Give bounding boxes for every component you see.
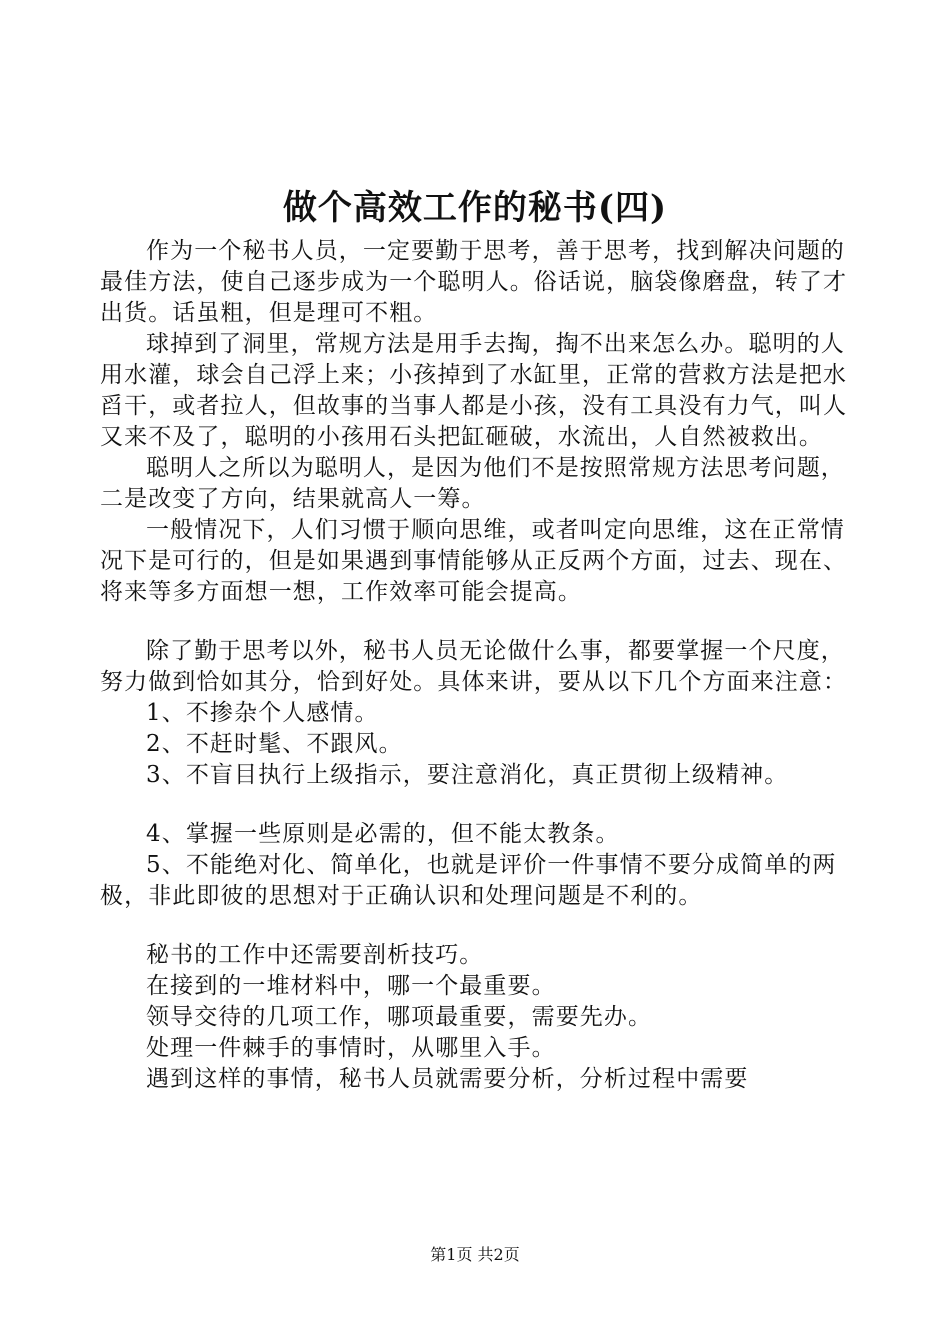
paragraph-1: 作为一个秘书人员，一定要勤于思考，善于思考，找到解决问题的最佳方法，使自己逐步成为一个聪明人。俗话说，脑袋像磨盘，转了才出货。话虽粗，但是理可不粗。 bbox=[100, 238, 848, 326]
list-item-1: 1、不掺杂个人感情。 bbox=[146, 700, 379, 726]
paragraph-9: 处理一件棘手的事情时，从哪里入手。 bbox=[146, 1035, 556, 1061]
list-item-2: 2、不赶时髦、不跟风。 bbox=[146, 731, 403, 757]
list-item-3: 3、不盲目执行上级指示，要注意消化，真正贯彻上级精神。 bbox=[146, 762, 789, 788]
page-footer: 第1页 共2页 bbox=[430, 1245, 520, 1264]
paragraph-10: 遇到这样的事情，秘书人员就需要分析，分析过程中需要 bbox=[146, 1066, 749, 1092]
document-title: 做个高效工作的秘书(四) bbox=[282, 188, 668, 228]
list-item-4: 4、掌握一些原则是必需的，但不能太教条。 bbox=[146, 821, 620, 847]
paragraph-gap bbox=[100, 791, 850, 819]
paragraph-7: 在接到的一堆材料中，哪一个最重要。 bbox=[146, 973, 556, 999]
paragraph-2: 球掉到了洞里，常规方法是用手去掏，掏不出来怎么办。聪明的人用水灌，球会自己浮上来；小孩掉到了水缸里，正常的营救方法是把水舀干，或者拉人，但故事的当事人都是小孩，没有工具没有力气，叫人又来不及了，聪明的小孩用石头把缸砸破，水流出，人自然被救出。 bbox=[100, 331, 848, 450]
paragraph-3: 聪明人之所以为聪明人，是因为他们不是按照常规方法思考问题，二是改变了方向，结果就高人一筹。 bbox=[100, 455, 845, 512]
list-item-5: 5、不能绝对化、简单化，也就是评价一件事情不要分成简单的两极，非此即彼的思想对于正确认识和处理问题是不利的。 bbox=[100, 852, 837, 909]
document-body bbox=[100, 236, 850, 1095]
paragraph-6: 秘书的工作中还需要剖析技巧。 bbox=[146, 942, 484, 968]
paragraph-4: 一般情况下，人们习惯于顺向思维，或者叫定向思维，这在正常情况下是可行的，但是如果遇到事情能够从正反两个方面，过去、现在、将来等多方面想一想，工作效率可能会提高。 bbox=[100, 517, 848, 605]
paragraph-8: 领导交待的几项工作，哪项最重要，需要先办。 bbox=[146, 1004, 653, 1030]
paragraph-gap bbox=[100, 608, 850, 636]
paragraph-gap bbox=[100, 912, 850, 940]
paragraph-5: 除了勤于思考以外，秘书人员无论做什么事，都要掌握一个尺度，努力做到恰如其分，恰到好处。具体来讲，要从以下几个方面来注意： bbox=[100, 638, 848, 695]
